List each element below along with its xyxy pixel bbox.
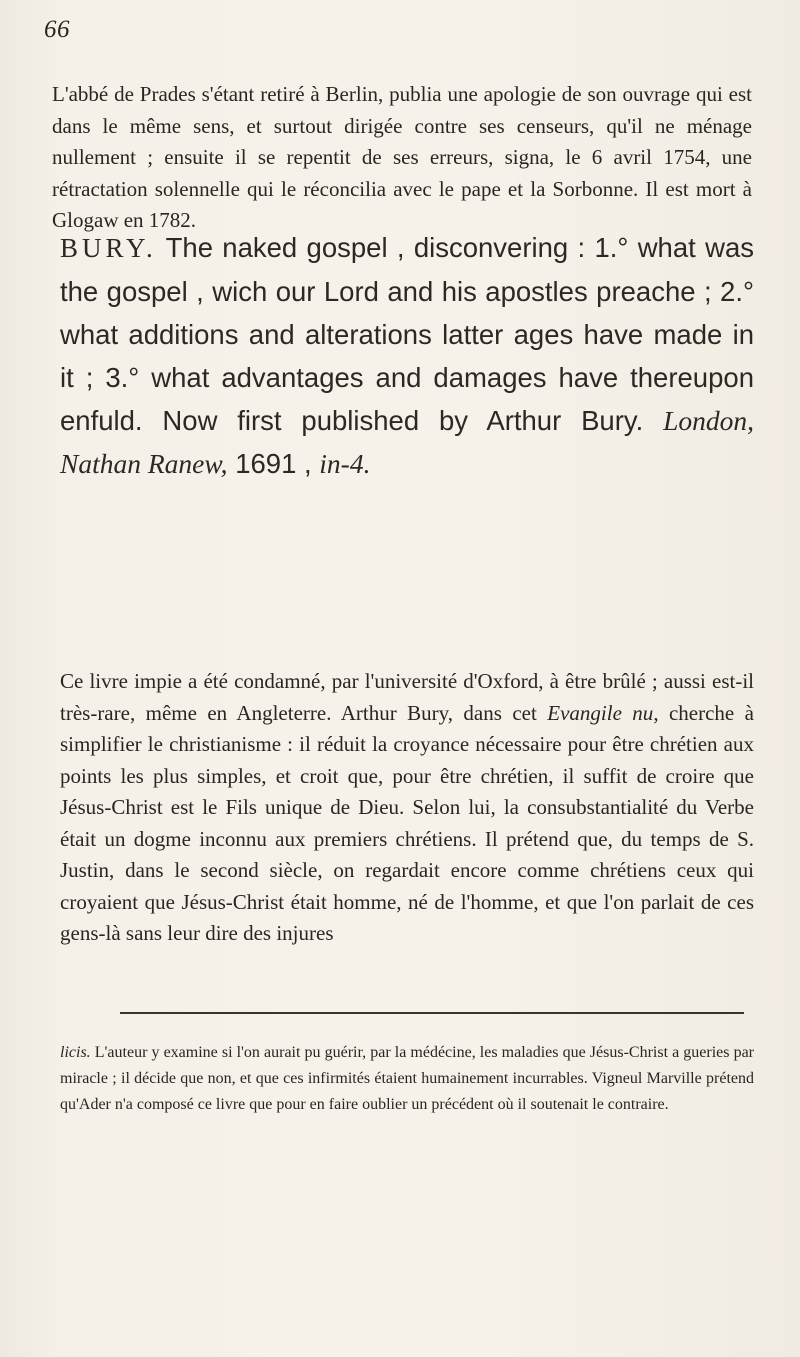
entry-place-publisher: London, Nathan Ranew, — [60, 404, 754, 479]
footnote — [60, 1040, 754, 1118]
page-number: 66 — [44, 16, 70, 43]
entry-title: The naked gospel , disconvering : 1.° what was the gospel , wich our Lord and his apostles preache ; 2.° what additions and alterations latter ages have made in it ; 3.° what advantages and damages have thereupon enfuld. Now first published by Arthur Bury. — [60, 231, 754, 436]
entry-format: in-4. — [319, 447, 371, 479]
commentary-title: Evangile nu — [547, 700, 654, 725]
commentary-text-before: Ce livre impie a été condamné, par l'université d'Oxford, à être brûlé ; aussi est-il très-rare, même en Angleterre. Arthur Bury, dans cet — [60, 669, 754, 725]
entry-author: BURY. — [60, 232, 157, 263]
footnote-text: L'auteur y examine si l'on aurait pu guérir, par la médécine, les maladies que Jésus-Christ a gueries par miracle ; il décide que non, et que ces infirmités étaient humainement incurrables. Vigneul Marville prétend qu'Ader n'a composé ce livre que pour en faire oublier un précédent où il soutenait le contraire. — [60, 1044, 755, 1113]
bibliography-entry — [60, 226, 754, 485]
footnote-lead: licis. — [60, 1044, 91, 1061]
commentary-text-after: , cherche à simplifier le christianisme : il réduit la croyance nécessaire pour être chrétien aux points les plus simples, et croit que, pour être chrétien, il suffit de croire que Jésus-Christ est le Fils unique de Dieu. Selon lui, la consubstantialité du Verbe était un dogme inconnu aux premiers chrétiens. Il prétend que, du temps de S. Justin, dans le second siècle, on regardait encore comme chrétiens ceux qui croyaient que Jésus-Christ était homme, né de l'homme, et que l'on parlait de ces gens-là sans leur dire des injures — [60, 700, 754, 945]
footnote-divider — [120, 1012, 744, 1014]
intro-paragraph: L'abbé de Prades s'étant retiré à Berlin, publia une apologie de son ouvrage qui est dans le même sens, et surtout dirigée contre ses censeurs, qu'il ne ménage nullement ; ensuite il se repentit de ses erreurs, signa, le 6 avril 1754, une rétractation solennelle qui le réconcilia avec le pape et la Sorbonne. Il est mort à Glogaw en 1782. — [52, 82, 752, 232]
entry-year: 1691 , — [235, 447, 312, 479]
commentary-paragraph — [60, 666, 754, 950]
